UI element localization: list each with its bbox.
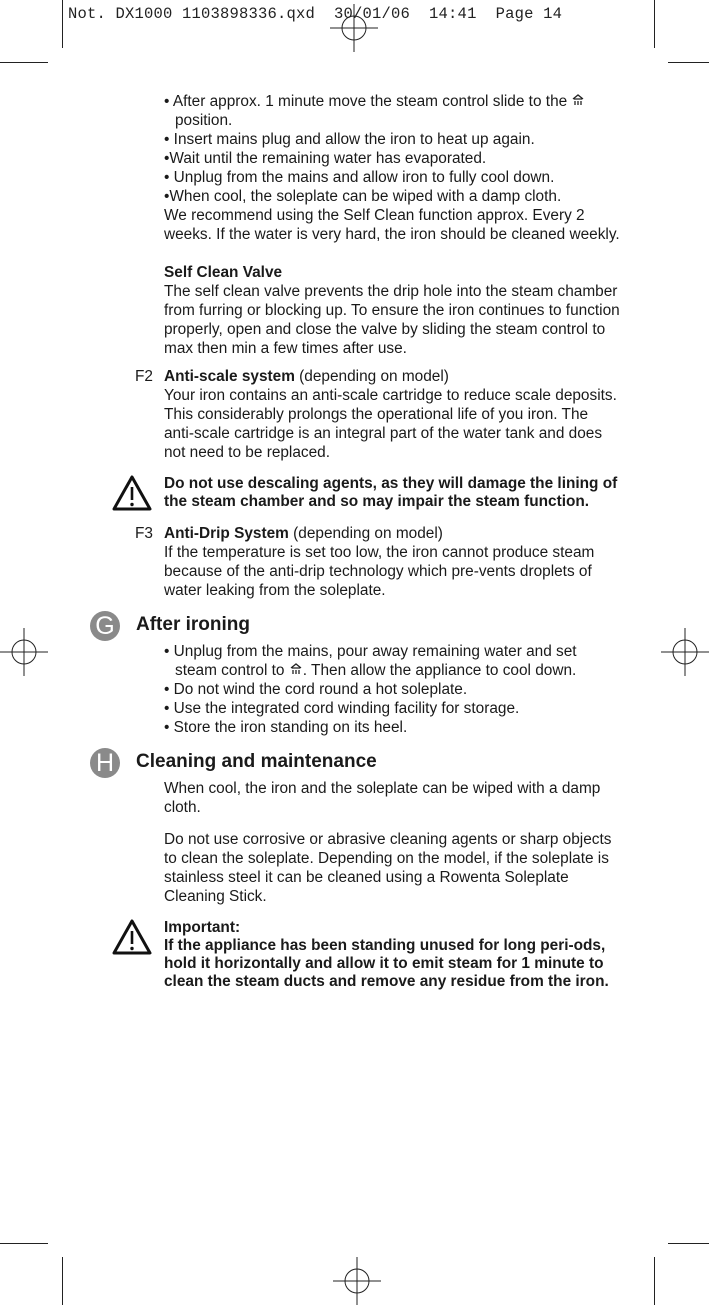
registration-mark-left-icon — [0, 628, 48, 676]
list-item: • Store the iron standing on its heel. — [164, 719, 408, 736]
bullet-text: position. — [175, 112, 233, 129]
warning-text: Do not use descaling agents, as they will damage the lining of the steam chamber and so may impair the steam function. — [164, 475, 618, 510]
section-ref: F2 — [135, 368, 153, 385]
print-slug: Not. DX1000 1103898336.qxd 30/01/06 14:41 Page 14 — [68, 5, 563, 23]
important-label: Important: — [164, 919, 241, 936]
recommend-text: We recommend using the Self Clean function approx. Every 2 weeks. If the water is very hard, the iron should be cleaned weekly. — [164, 207, 620, 243]
important-block — [164, 919, 622, 991]
cleaning-paragraph: Do not use corrosive or abrasive cleaning agents or sharp objects to clean the soleplate. Depending on the model, if the soleplate is stainless steel it can be cleaned using a Rowenta Soleplate Cleaning Stick. — [164, 831, 612, 905]
bullet-text: • Unplug from the mains, pour away remaining water and set steam control to — [164, 643, 577, 679]
crop-mark-top-left-v — [62, 0, 63, 48]
warning-block — [164, 475, 622, 511]
bullet-text: • After approx. 1 minute move the steam control slide to the — [164, 93, 568, 110]
list-item: •When cool, the soleplate can be wiped with a damp cloth. — [164, 188, 562, 205]
list-item — [164, 642, 622, 680]
registration-mark-bottom-icon — [333, 1257, 381, 1305]
section-f3 — [135, 524, 622, 600]
list-item — [164, 92, 622, 130]
page-title: Cleaning and maintenance — [136, 751, 377, 772]
crop-mark-bottom-left-h — [0, 1243, 48, 1244]
cleaning-paragraph: When cool, the iron and the soleplate can be wiped with a damp cloth. — [164, 780, 601, 816]
warning-icon — [112, 475, 152, 511]
page-content — [95, 92, 622, 991]
crop-mark-bottom-left-v — [62, 1257, 63, 1305]
section-letter-badge: G — [90, 611, 120, 641]
section-letter-badge: H — [90, 748, 120, 778]
page-title: After ironing — [136, 614, 250, 635]
section-title: Anti-scale system — [164, 368, 295, 385]
crop-mark-bottom-right-h — [668, 1243, 709, 1244]
bullet-text: . Then allow the appliance to cool down. — [302, 662, 577, 679]
section-body: If the temperature is set too low, the iron cannot produce steam because of the anti-drip technology which pre-vents droplets of water leaking from the soleplate. — [164, 544, 595, 599]
warning-icon — [112, 919, 152, 955]
crop-mark-top-right-v — [654, 0, 655, 48]
section-g-heading — [95, 612, 622, 640]
list-item: • Insert mains plug and allow the iron to heat up again. — [164, 131, 535, 148]
section-note: (depending on model) — [294, 368, 449, 385]
section-ref: F3 — [135, 525, 153, 542]
crop-mark-top-right-h — [668, 62, 709, 63]
steam-off-icon — [289, 662, 303, 676]
crop-mark-bottom-right-v — [654, 1257, 655, 1305]
section-f2 — [135, 367, 622, 462]
section-h-heading — [95, 749, 622, 777]
registration-mark-right-icon — [661, 628, 709, 676]
list-item: • Use the integrated cord winding facility for storage. — [164, 700, 520, 717]
self-clean-title: Self Clean Valve — [164, 264, 283, 281]
section-title: Anti-Drip System — [164, 525, 289, 542]
section-body: Your iron contains an anti-scale cartridge to reduce scale deposits. This considerably prolongs the operational life of you iron. The anti-scale cartridge is an integral part of the water tank and does not need to be replaced. — [164, 387, 617, 461]
registration-mark-top-icon — [330, 4, 378, 52]
steam-off-icon — [571, 93, 585, 107]
list-item: • Do not wind the cord round a hot soleplate. — [164, 681, 468, 698]
crop-mark-top-left-h — [0, 62, 48, 63]
list-item: •Wait until the remaining water has evaporated. — [164, 150, 487, 167]
section-note: (depending on model) — [288, 525, 443, 542]
important-text: If the appliance has been standing unused for long peri-ods, hold it horizontally and allow it to emit steam for 1 minute to clean the steam ducts and remove any residue from the iron. — [164, 937, 609, 990]
self-clean-body: The self clean valve prevents the drip hole into the steam chamber from furring or blocking up. To ensure the iron continues to function properly, open and close the valve by sliding the steam control to max then min a few times after use. — [164, 283, 620, 357]
list-item: • Unplug from the mains and allow iron to fully cool down. — [164, 169, 555, 186]
